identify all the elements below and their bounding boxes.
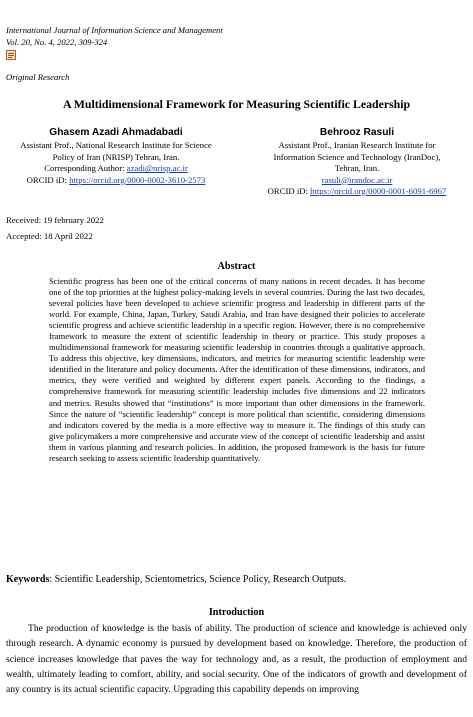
author-affiliation: Tehran, Iran.	[334, 163, 380, 174]
author-block-2	[244, 127, 470, 197]
keywords-label: Keywords	[6, 574, 50, 585]
abstract-body: Scientific progress has been one of the critical concerns of many nations in recent decades. It has become one of the top priorities at the highest policy-making levels in several countries. During the last two decades, several policies have been developed to achieve scientific progress and leadership in different parts of the world. For example, China, Japan, Turkey, Saudi Arabia, and Iran have designed their policies to accelerate scientific progress and achieve scientific leadership in a specific region. However, there is no comprehensive framework to measure the extent of scientific leadership in theory or practice. This study proposes a multidimensional framework for measuring scientific leadership in countries through a qualitative approach. To address this objective, key dimensions, indicators, and metrics for measuring scientific leadership were identified in the literature and policy documents. After the identification of these dimensions, indicators, and metrics, they were verified and weighted by different expert panels. According to the findings, a comprehensive framework for measuring scientific leadership includes five dimensions and 22 indicators and metrics. Results showed that “institutions” is more important than other dimensions in the framework. Since the nature of “scientific leadership” concept is more political than scientific, considering dimensions and indicators covered by the media is a more effective way to measure it. The findings of this study can give policymakers a more comprehensive and accurate view of the concept of scientific leadership and assist them in various planning and research policies. In addition, the proposed framework is the basis for future research seeking to assess scientific leadership quantitatively.	[49, 276, 425, 463]
author-affiliation: Policy of Iran (NRISP) Tehran, Iran.	[52, 151, 180, 162]
author-affiliation: Information Science and Technology (IranDoc),	[273, 151, 441, 162]
keywords-line	[6, 574, 346, 585]
orcid-link[interactable]: https://orcid.org/0000-0001-6091-6967	[310, 186, 447, 197]
article-type: Original Research	[6, 72, 70, 82]
author-name: Ghasem Azadi Ahmadabadi	[49, 127, 183, 138]
orcid-label: ORCID iD:	[26, 174, 67, 185]
author-name: Behrooz Rasuli	[319, 127, 395, 138]
email-line	[244, 175, 470, 186]
received-date: Received: 19 february 2022	[6, 215, 104, 225]
introduction-body: The production of knowledge is the basis of ability. The production of science and knowledge is achieved only through research. A dynamic economy is pursued by development based on knowledge. Therefore, the production of science increases knowledge that paves the way for technology and, as a result, the production of employment and wealth, ultimately leading to comfort, ability, and social security. One of the indicators of growth and development of any country is its actual scientific capacity. Upgrading this capability depends on improving	[6, 623, 467, 696]
paper-title: A Multidimensional Framework for Measuring Scientific Leadership	[62, 97, 411, 111]
introduction-heading: Introduction	[208, 607, 265, 618]
journal-volume: Vol. 20, No. 4, 2022, 309-324	[6, 37, 108, 47]
orcid-label: ORCID iD:	[267, 186, 308, 197]
author-email-link[interactable]: rasuli@irandoc.ac.ir	[321, 174, 393, 185]
orcid-line	[0, 175, 232, 186]
author-affiliation: Assistant Prof., Iranian Research Institute for	[278, 140, 436, 151]
orcid-line	[244, 186, 470, 197]
journal-header	[6, 24, 223, 48]
author-email-link[interactable]: azadi@nrisp.ac.ir	[126, 163, 188, 174]
journal-name: International Journal of Information Science and Management	[6, 25, 223, 35]
abstract-heading: Abstract	[217, 261, 256, 272]
corresponding-line	[0, 163, 232, 174]
orcid-link[interactable]: https://orcid.org/0000-0002-3610-2573	[69, 174, 206, 185]
accepted-date: Accepted: 18 April 2022	[6, 231, 93, 241]
pdf-icon[interactable]	[6, 50, 16, 60]
keywords-text: : Scientific Leadership, Scientometrics, Science Policy, Research Outputs.	[49, 574, 347, 585]
corresponding-label: Corresponding Author:	[44, 163, 125, 174]
author-block-1	[0, 127, 232, 186]
author-affiliation: Assistant Prof., National Research Institute for Science	[20, 140, 212, 151]
